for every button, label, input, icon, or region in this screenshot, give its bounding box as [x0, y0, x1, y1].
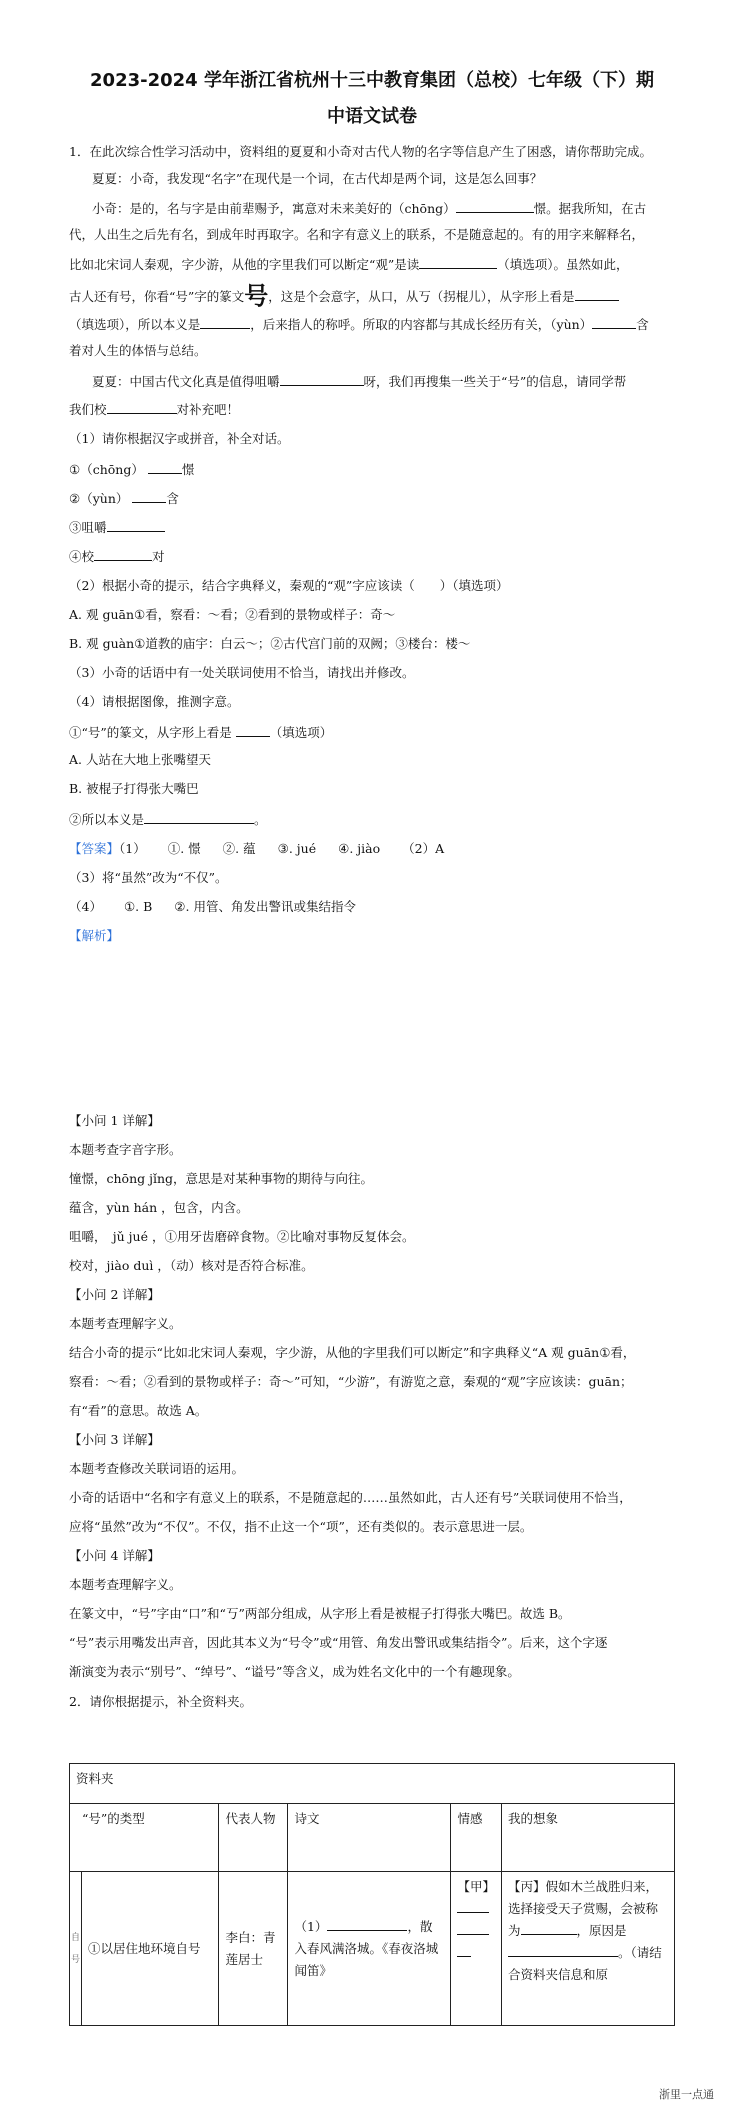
- col-imagine-header: 我的想象: [502, 1804, 675, 1872]
- q1-part1-b: ②（yùn） 含: [69, 488, 179, 508]
- q2-stem: 2．请你根据提示，补全资料夹。: [69, 1694, 252, 1709]
- blank-hao-meaning[interactable]: [200, 314, 250, 329]
- detail-heading-2: 【小问 2 详解】: [69, 1287, 160, 1302]
- blank-p1a[interactable]: [148, 459, 182, 474]
- blank-title[interactable]: [521, 1920, 577, 1935]
- blank-hao-shape[interactable]: [575, 286, 619, 301]
- blank-p1b[interactable]: [132, 488, 166, 503]
- side-label-self-title: 自号: [70, 1872, 82, 2026]
- q1-qi-line3: 比如北宋词人秦观，字少游，从他的字里我们可以断定“观”是读 （填选项）。虽然如此，: [69, 254, 629, 274]
- detail-text: 本题考查理解字义。: [69, 1577, 182, 1592]
- q1-part4-c: ②所以本义是 。: [69, 809, 267, 829]
- detail-heading-1: 【小问 1 详解】: [69, 1113, 160, 1128]
- q1-part1-c: ③咀嚼: [69, 517, 165, 537]
- q1-qi-line6: 着对人生的体悟与总结。: [69, 343, 207, 358]
- blank-p1d[interactable]: [94, 546, 152, 561]
- analysis-label: 【解析】: [69, 928, 120, 943]
- watermark-footer: 浙里一点通: [659, 2088, 714, 2101]
- row-person-cell: 李白：青莲居士: [219, 1872, 288, 2026]
- q1-stem: 1．在此次综合性学习活动中，资料组的夏夏和小奇对古代人物的名字等信息产生了困惑，请你帮助完成。: [69, 144, 652, 159]
- row-imagine-cell: 【丙】假如木兰战胜归来，选择接受天子赏赐，会被称为 ，原因是。（请结合资料夹信息和原: [502, 1872, 675, 2026]
- detail-text: 渐演变为表示“别号”、“绰号”、“谥号”等含义，成为姓名文化中的一个有趣现象。: [69, 1664, 520, 1679]
- answer-row3: （4） ①. B ②. 用管、角发出警讯或集结指令: [69, 899, 356, 914]
- blank-emotion-1[interactable]: [457, 1898, 489, 1913]
- answer-row2: （3）将“虽然”改为“不仅”。: [69, 870, 228, 885]
- q1-xia-line3: 我们校 对补充吧！: [69, 399, 239, 419]
- blank-jue[interactable]: [280, 371, 364, 386]
- detail-heading-3: 【小问 3 详解】: [69, 1432, 160, 1447]
- q1-part1-a: ①（chōng） 憬: [69, 459, 194, 479]
- q1-qi-line1: 小奇：是的，名与字是由前辈赐予，寓意对未来美好的（chōng） 憬。据我所知，在古: [92, 198, 646, 218]
- col-poem-header: 诗文: [288, 1804, 451, 1872]
- detail-text: 有“看”的意思。故选 A。: [69, 1403, 208, 1418]
- blank-p1c[interactable]: [107, 517, 165, 532]
- blank-p4a[interactable]: [236, 722, 270, 737]
- q1-qi-line5: （填选项），所以本义是 ，后来指人的称呼。所取的内容都与其成长经历有关，（yùn） 含: [69, 314, 649, 334]
- col-emotion-header: 情感: [451, 1804, 502, 1872]
- blank-poem[interactable]: [327, 1916, 407, 1931]
- blank-jiao[interactable]: [107, 399, 177, 414]
- detail-text: 本题考查修改关联词语的运用。: [69, 1461, 245, 1476]
- blank-emotion-2[interactable]: [457, 1920, 489, 1935]
- q1-xia-line1: 夏夏：小奇，我发现“名字”在现代是一个词，在古代却是两个词，这是怎么回事？: [92, 171, 543, 186]
- q1-part3: （3）小奇的话语中有一处关联词使用不恰当，请找出并修改。: [69, 665, 415, 680]
- col-type-header: “号”的类型: [70, 1804, 219, 1872]
- detail-text: 察看：～看；②看到的景物或样子：奇～”可知，“少游”，有游览之意，秦观的“观”字应该读：guān；: [69, 1374, 633, 1389]
- detail-heading-4: 【小问 4 详解】: [69, 1548, 160, 1563]
- material-folder-table: [69, 1763, 675, 2026]
- blank-emotion-3[interactable]: [457, 1942, 471, 1957]
- q1-xia-line2: 夏夏：中国古代文化真是值得咀嚼 呀，我们再搜集一些关于“号”的信息，请同学帮: [92, 371, 626, 391]
- detail-text: “号”表示用嘴发出声音，因此其本义为“号令”或“用管、角发出警讯或集结指令”。后来，这个字逐: [69, 1635, 608, 1650]
- q1-part1-d: ④校 对: [69, 546, 165, 566]
- detail-text: 本题考查理解字义。: [69, 1316, 182, 1331]
- detail-text: 校对，jiào duì ，（动）核对是否符合标准。: [69, 1258, 314, 1273]
- detail-text: 蕴含，yùn hán ，包含，内含。: [69, 1200, 249, 1215]
- blank-yun[interactable]: [592, 314, 636, 329]
- row-poem-cell: （1） ，散入春风满洛城。《春夜洛城闻笛》: [288, 1872, 451, 2026]
- detail-text: 咀嚼， jǔ jué ，①用牙齿磨碎食物。②比喻对事物反复体会。: [69, 1229, 415, 1244]
- table-header: 资料夹: [70, 1764, 675, 1804]
- q1-part4-option-a: A. 人站在大地上张嘴望天: [69, 752, 211, 767]
- q1-qi-line2: 代，人出生之后先有名，到成年时再取字。名和字有意义上的联系，不是随意起的。有的用字来解释名，: [69, 227, 645, 242]
- q1-part2-option-a: A. 观 guān①看，察看：～看；②看到的景物或样子：奇～: [69, 607, 396, 622]
- detail-text: 憧憬，chōng jǐng，意思是对某种事物的期待与向往。: [69, 1171, 374, 1186]
- q1-part2-option-b: B. 观 guàn①道教的庙宇：白云～；②古代宫门前的双阙；③楼台：楼～: [69, 636, 471, 651]
- blank-guan-reading[interactable]: [419, 254, 497, 269]
- detail-text: 结合小奇的提示“比如北宋词人秦观，字少游，从他的字里我们可以断定”和字典释义“A 观 guān①看，: [69, 1345, 636, 1360]
- detail-text: 应将“虽然”改为“不仅”。不仅，指不止这一个“项”，还有类似的。表示意思进一层。: [69, 1519, 533, 1534]
- blank-reason[interactable]: [508, 1942, 618, 1957]
- row-emotion-cell: 【甲】: [451, 1872, 502, 2026]
- q1-part4: （4）请根据图像，推测字意。: [69, 694, 240, 709]
- detail-text: 小奇的话语中“名和字有意义上的联系，不是随意起的……虽然如此，古人还有号”关联词使用不恰当，: [69, 1490, 632, 1505]
- exam-title-line1: 2023-2024 学年浙江省杭州十三中教育集团（总校）七年级（下）期: [90, 70, 654, 91]
- hao-seal-glyph: 号: [244, 281, 269, 310]
- q1-part1: （1）请你根据汉字或拼音，补全对话。: [69, 431, 290, 446]
- exam-title-line2: 中语文试卷: [327, 106, 417, 127]
- answer-row1: 【答案】（1） ①. 憬 ②. 蕴 ③. jué ④. jiào （2）A: [69, 841, 445, 856]
- detail-text: 本题考查字音字形。: [69, 1142, 182, 1157]
- q1-part4-option-b: B. 被棍子打得张大嘴巴: [69, 781, 199, 796]
- col-person-header: 代表人物: [219, 1804, 288, 1872]
- row-type-cell: ①以居住地环境自号: [82, 1872, 219, 2026]
- blank-p4c[interactable]: [144, 809, 254, 824]
- blank-chong[interactable]: [456, 198, 534, 213]
- detail-text: 在篆文中，“号”字由“口”和“丂”两部分组成，从字形上看是被棍子打得张大嘴巴。故选 B。: [69, 1606, 571, 1621]
- q1-part2: （2）根据小奇的提示，结合字典释义，秦观的“观”字应该读（ ）（填选项）: [69, 578, 509, 593]
- answer-label: 【答案】: [69, 841, 120, 856]
- q1-part4-a: ①“号”的篆文，从字形上看是 （填选项）: [69, 722, 332, 742]
- q1-qi-line4: 古人还有号，你看“号”字的篆文号，这是个会意字，从口，从丂（拐棍儿），从字形上看是: [69, 286, 619, 306]
